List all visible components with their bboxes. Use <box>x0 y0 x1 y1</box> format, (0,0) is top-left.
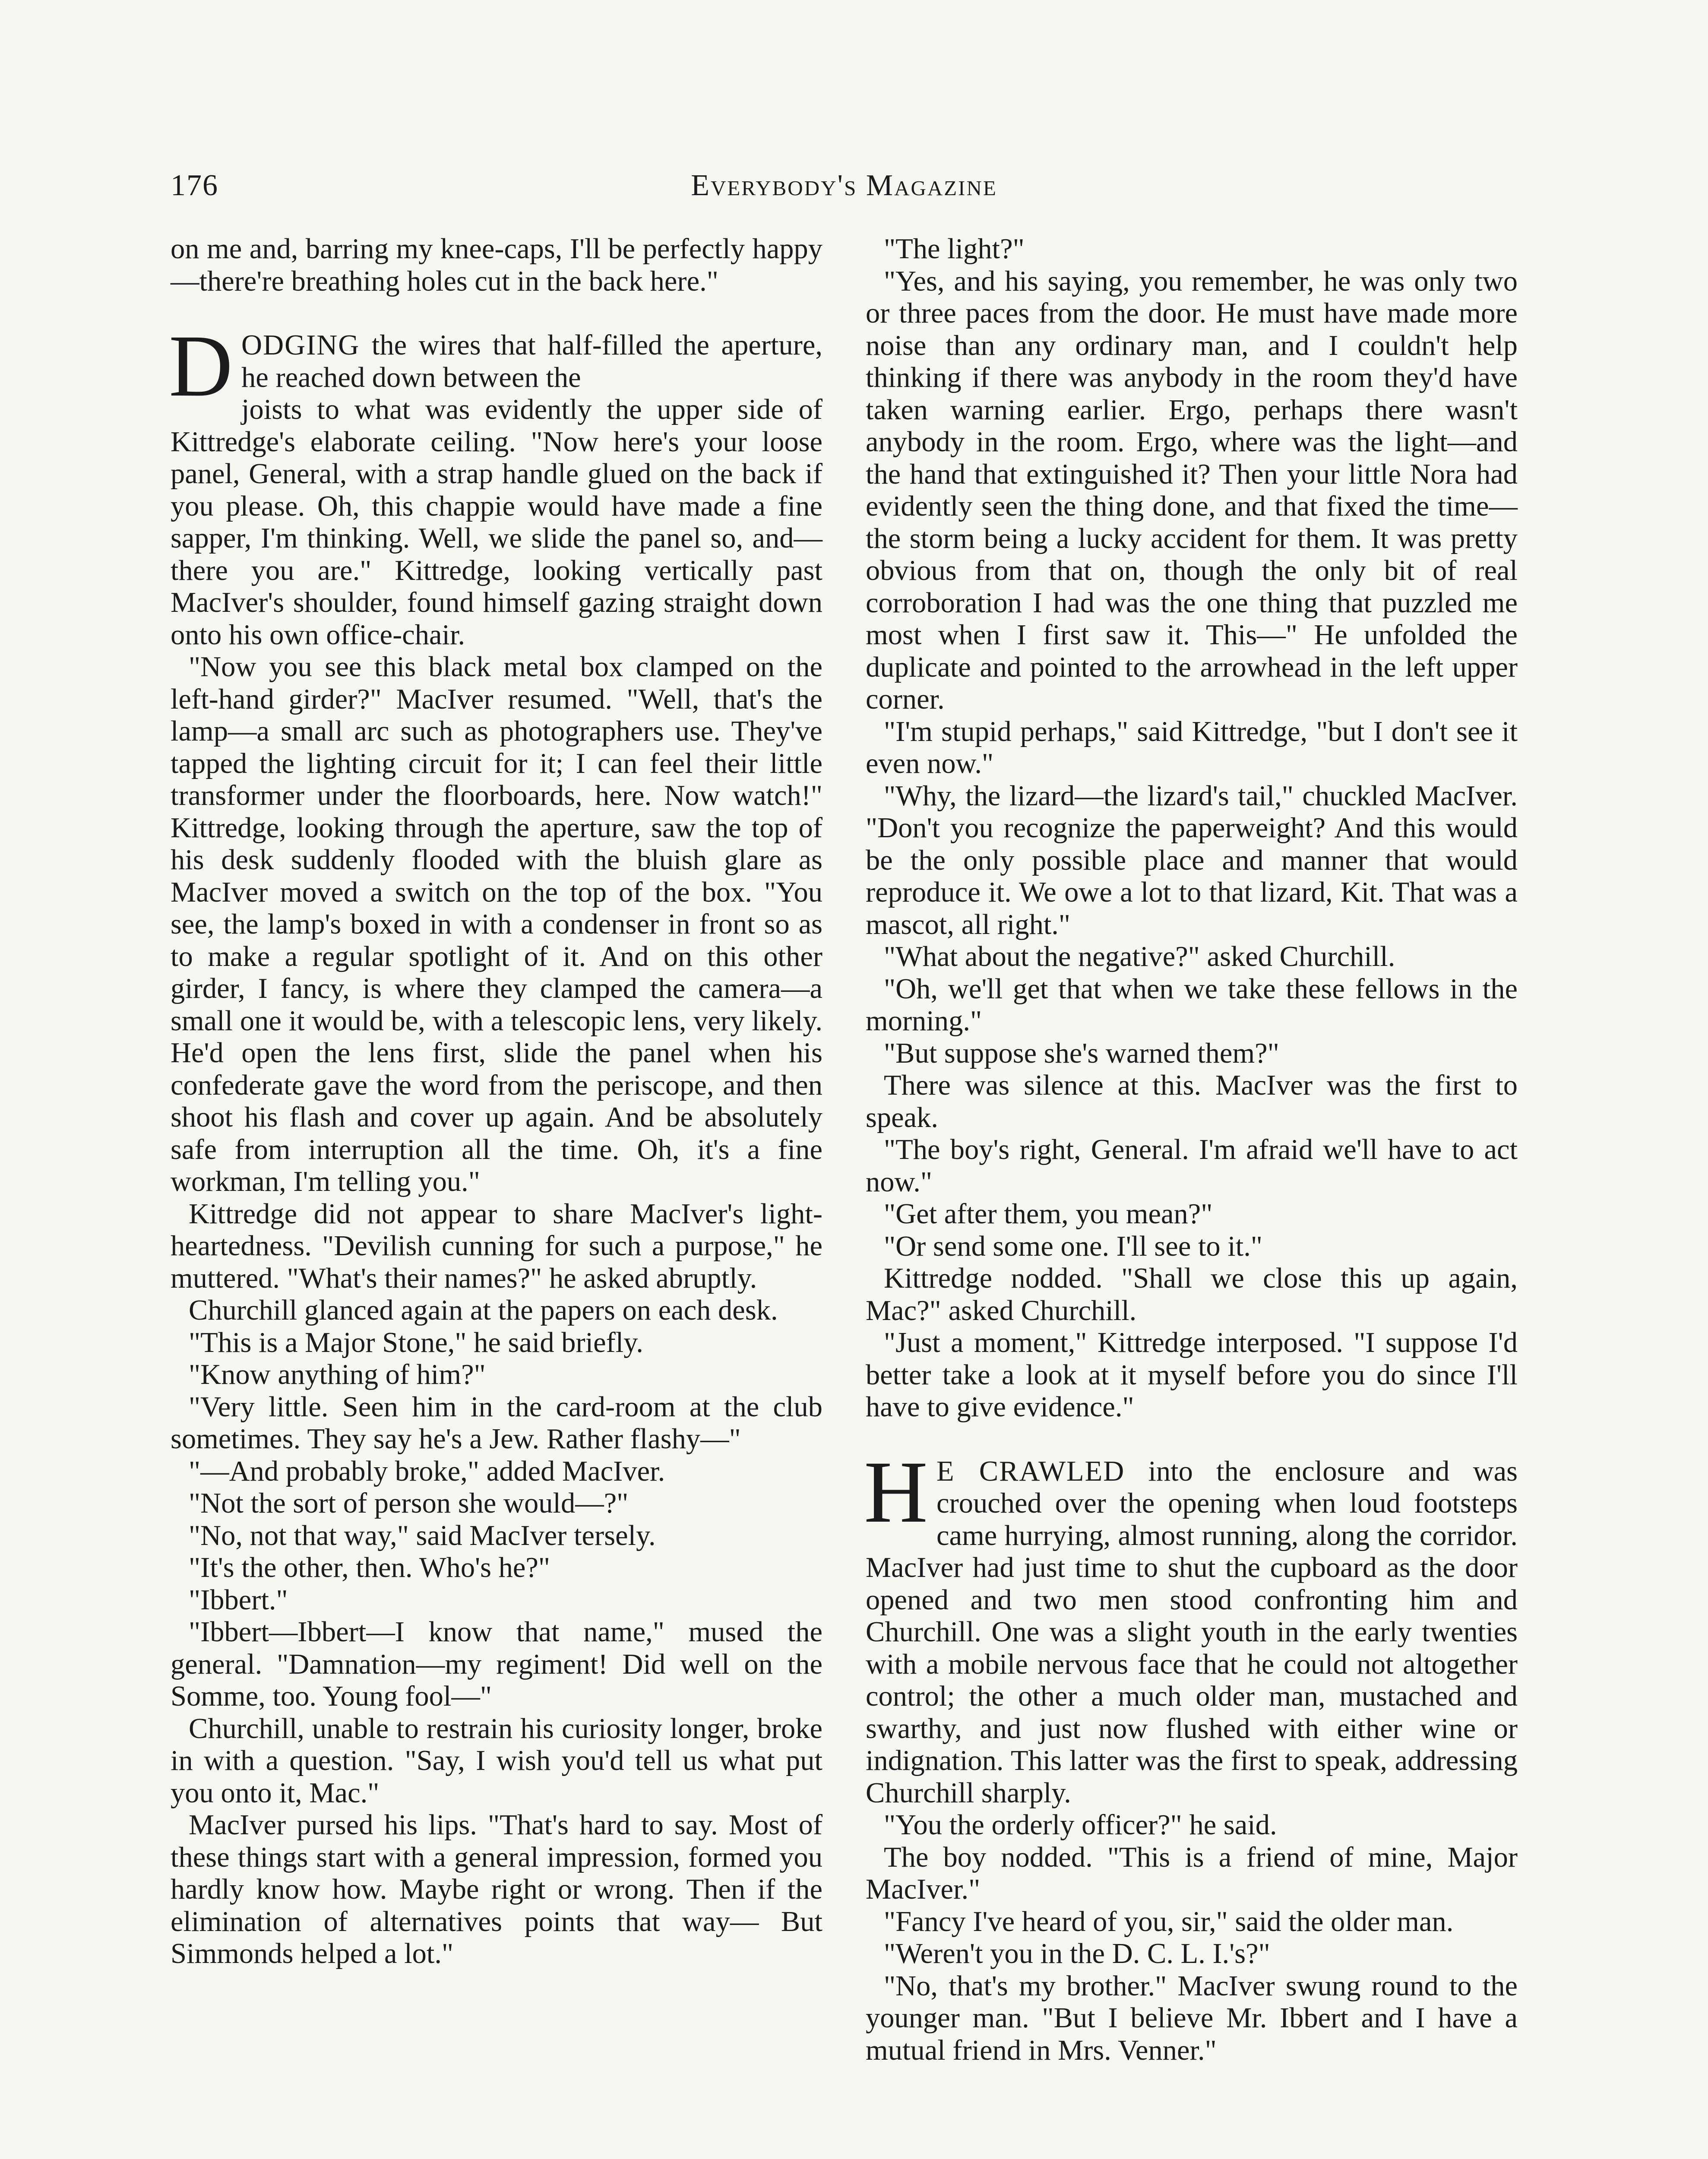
section-opening-text: into the enclosure and was crouched over the opening when loud footsteps came hurrying, almost running, along the corridor. MacIver had just time to shut the cupboard as the door opened and two men stood confronting him and Churchill. One was a slight youth in the early twenties with a mobile nervous face that he could not altogether control; the other a much older man, mustached and swarthy, and just now flushed with either wine or indignation. This latter was the first to speak, addressing Churchill sharply. <box>866 1455 1518 1809</box>
paragraph: "The light?" <box>884 233 1025 265</box>
page-number: 176 <box>171 169 218 202</box>
paragraph: "Now you see this black metal box clamped on the left-hand girder?" MacIver resumed. "Well, that's the lamp—a small arc such as photographers use. They've tapped the lighting circuit for it; I can feel their little transformer under the floorboards, here. Now watch!" Kittredge, looking through the aperture, saw the top of his desk suddenly flooded with the bluish glare as MacIver moved a switch on the top of the box. "You see, the lamp's boxed in with a condenser in front so as to make a regular spotlight of it. And on this other girder, I fancy, is where they clamped the camera—a small one it would be, with a telescopic lens, very likely. He'd open the lens first, slide the panel when his confederate gave the word from the periscope, and then shoot his flash and cover up again. And be absolutely safe from interruption all the time. Oh, it's a fine workman, I'm telling you." <box>171 651 822 1197</box>
right-column <box>866 233 1518 2067</box>
paragraph: "Get after them, you mean?" <box>884 1198 1213 1230</box>
section-opening-paragraph <box>864 1443 1518 1810</box>
paragraph: "The boy's right, General. I'm afraid we'll have to act now." <box>866 1134 1518 1198</box>
paragraph: There was silence at this. MacIver was the first to speak. <box>866 1070 1518 1133</box>
paragraph: "This is a Major Stone," he said briefly. <box>189 1326 643 1358</box>
paragraph: "Just a moment," Kittredge interposed. "I suppose I'd better take a look at it myself before you do since I'll have to give evidence." <box>866 1327 1518 1423</box>
magazine-page <box>171 155 1518 2159</box>
paragraph: "Oh, we'll get that when we take these fellows in the morning." <box>866 973 1518 1037</box>
paragraph: on me and, barring my knee-caps, I'll be perfectly happy—there're breathing holes cut in the back here." <box>171 233 822 297</box>
running-title: Everybody's Magazine <box>691 169 997 202</box>
drop-cap: D <box>169 317 233 415</box>
paragraph: Churchill glanced again at the papers on each desk. <box>189 1295 778 1326</box>
paragraph: "It's the other, then. Who's he?" <box>189 1552 550 1583</box>
paragraph: MacIver pursed his lips. "That's hard to say. Most of these things start with a general impression, formed you hardly know how. Maybe right or wrong. Then if the elimination of alternatives points that way— But Simmonds helped a lot." <box>171 1809 822 1969</box>
paragraph: "Fancy I've heard of you, sir," said the older man. <box>884 1906 1454 1937</box>
paragraph: "Or send some one. I'll see to it." <box>884 1230 1263 1262</box>
paragraph: "Ibbert." <box>189 1584 288 1616</box>
paragraph: "Why, the lizard—the lizard's tail," chuckled MacIver. "Don't you recognize the paperweight? And this would be the only possible place and manner that would reproduce it. We owe a lot to that lizard, Kit. That was a mascot, all right." <box>866 780 1518 940</box>
paragraph: "Not the sort of person she would—?" <box>189 1488 629 1519</box>
section-lead-caps: ODGING <box>241 329 360 361</box>
paragraph: "Weren't you in the D. C. L. I.'s?" <box>884 1938 1270 1969</box>
paragraph: "But suppose she's warned them?" <box>884 1037 1279 1069</box>
paragraph: Kittredge nodded. "Shall we close this up again, Mac?" asked Churchill. <box>866 1263 1518 1326</box>
section-opening-text: the wires that half-filled the aperture, he reached down between the <box>241 329 822 393</box>
paragraph: "You the orderly officer?" he said. <box>884 1809 1277 1841</box>
left-column <box>171 233 822 1970</box>
paragraph: "No, that's my brother." MacIver swung round to the younger man. "But I believe Mr. Ibbert and I have a mutual friend in Mrs. Venner." <box>866 1970 1518 2066</box>
drop-cap: H <box>864 1443 928 1541</box>
paragraph: "Ibbert—Ibbert—I know that name," mused the general. "Damnation—my regiment! Did well on the Somme, too. Young fool—" <box>171 1616 822 1712</box>
paragraph: "I'm stupid perhaps," said Kittredge, "but I don't see it even now." <box>866 715 1518 779</box>
paragraph: joists to what was evidently the upper side of Kittredge's elaborate ceiling. "Now here's your loose panel, General, with a strap handle glued on the back if you please. Oh, this chappie would have made a fine sapper, I'm thinking. Well, we slide the panel so, and—there you are." Kittredge, looking vertically past MacIver's shoulder, found himself gazing straight down onto his own office-chair. <box>171 394 822 651</box>
paragraph: "Very little. Seen him in the card-room at the club sometimes. They say he's a Jew. Rather flashy—" <box>171 1391 822 1455</box>
section-lead-caps: E CRAWLED <box>936 1455 1125 1487</box>
paragraph: "Yes, and his saying, you remember, he was only two or three paces from the door. He must have made more noise than any ordinary man, and I couldn't help thinking if there was anybody in the room they'd have taken warning earlier. Ergo, perhaps there wasn't anybody in the room. Ergo, where was the light—and the hand that extinguished it? Then your little Nora had evidently seen the thing done, and that fixed the time—the storm being a lucky accident for them. It was pretty obvious from that on, though the only bit of real corroboration I had was the one thing that puzzled me most when I first saw it. This—" He unfolded the duplicate and pointed to the arrowhead in the left upper corner. <box>866 265 1518 715</box>
section-opening-paragraph <box>169 317 822 415</box>
page-header <box>171 168 1518 220</box>
paragraph: "What about the negative?" asked Churchill. <box>884 941 1395 972</box>
paragraph: "Know anything of him?" <box>189 1359 486 1390</box>
paragraph: Kittredge did not appear to share MacIver's light-heartedness. "Devilish cunning for such a purpose," he muttered. "What's their names?" he asked abruptly. <box>171 1198 822 1294</box>
paragraph: Churchill, unable to restrain his curiosity longer, broke in with a question. "Say, I wish you'd tell us what put you onto it, Mac." <box>171 1713 822 1809</box>
paragraph: The boy nodded. "This is a friend of mine, Major MacIver." <box>866 1841 1518 1905</box>
paragraph: "No, not that way," said MacIver tersely. <box>189 1520 656 1551</box>
paragraph: "—And probably broke," added MacIver. <box>189 1455 665 1487</box>
